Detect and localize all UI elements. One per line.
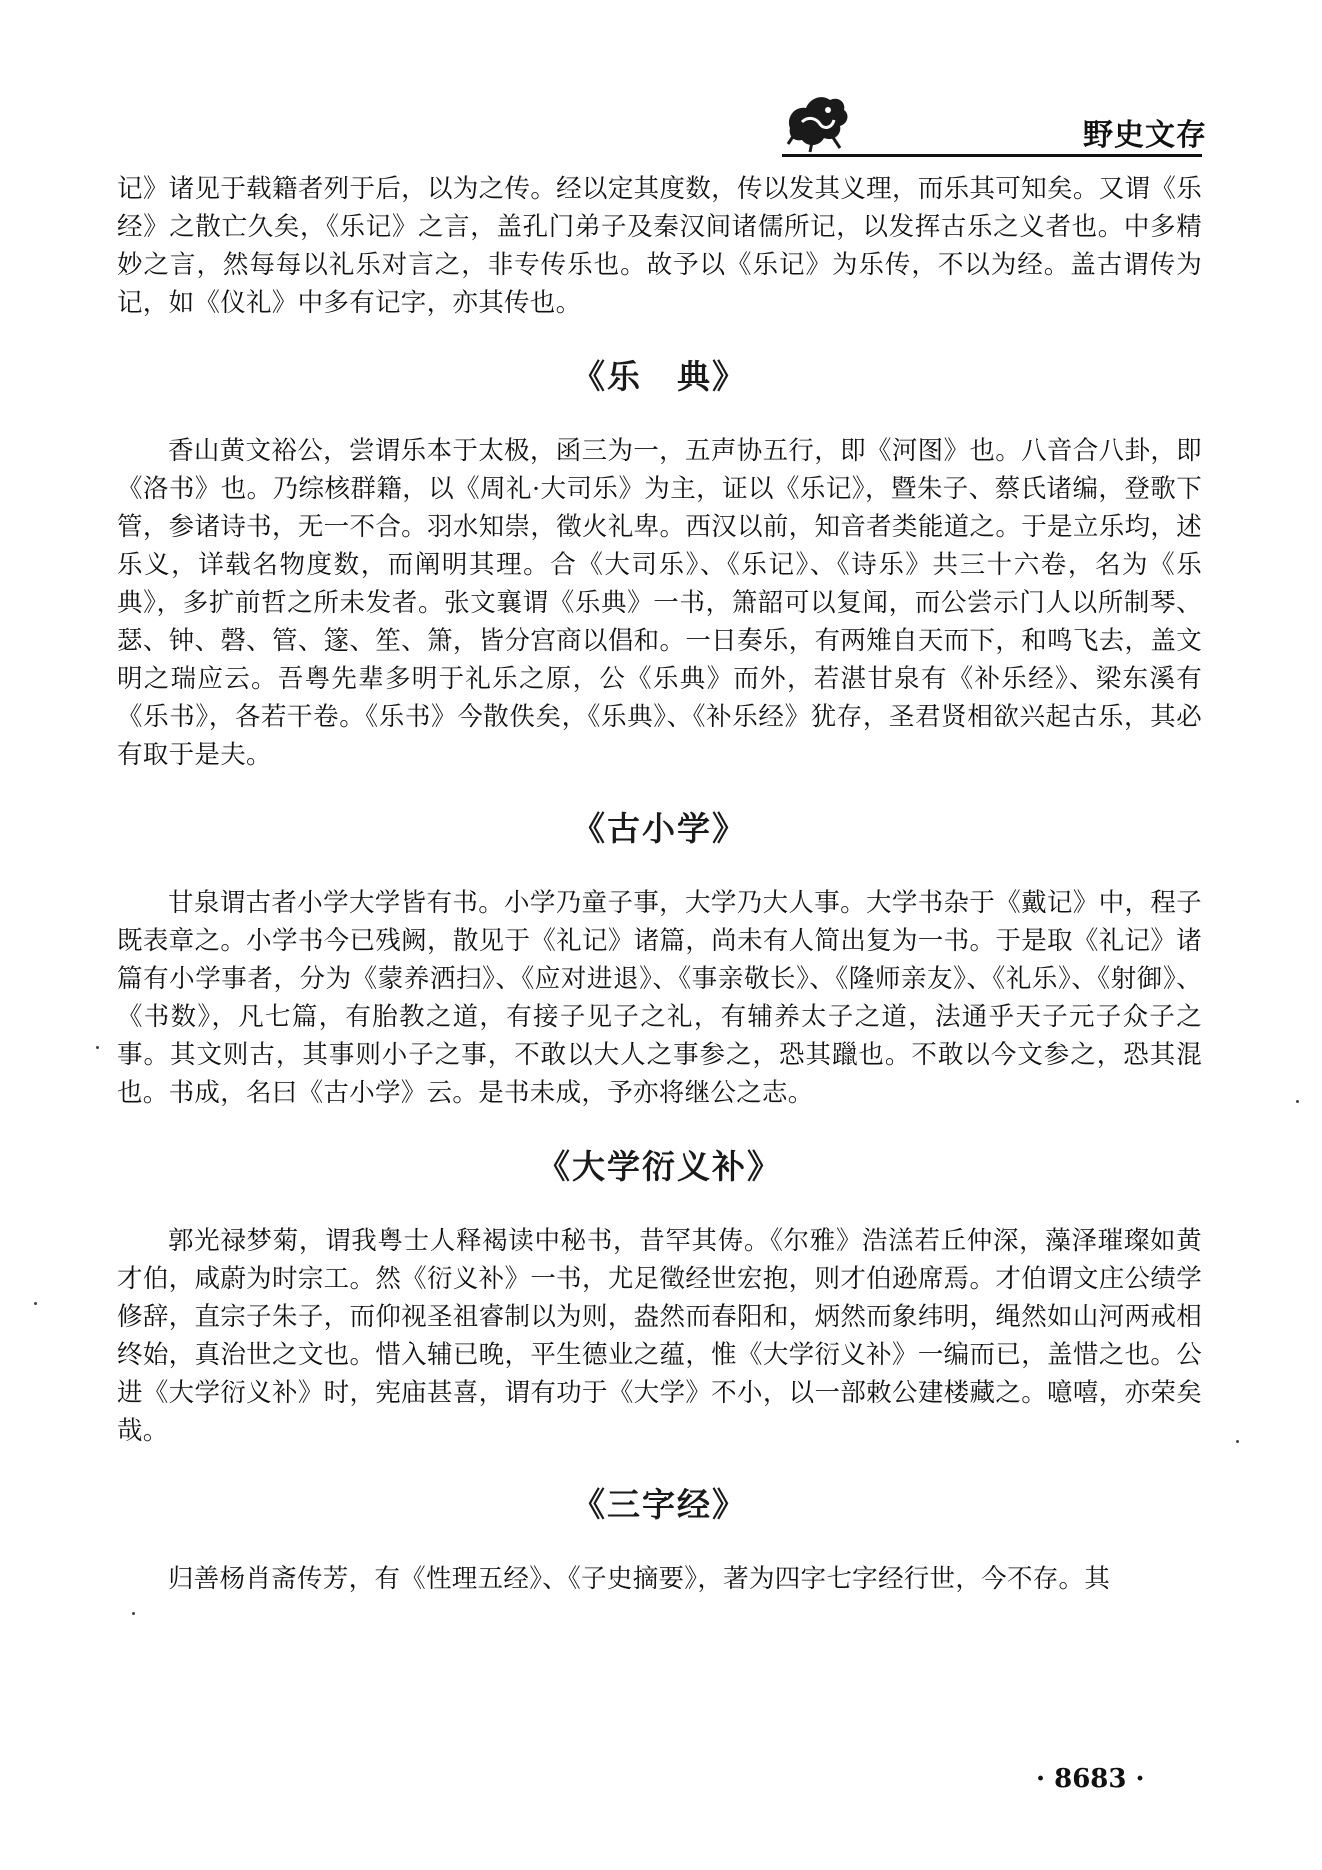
dragon-emblem-icon	[782, 88, 852, 154]
paragraph-guxiaoxue: 甘泉谓古者小学大学皆有书。小学乃童子事，大学乃大人事。大学书杂于《戴记》中，程子既表章之。小学书今已残阙，散见于《礼记》诸篇，尚未有人简出复为一书。于是取《礼记》诸篇有小学事者，分为《蒙养洒扫》、《应对进退》、《事亲敬长》、《隆师亲友》、《礼乐》、《射御》、《书数》，凡七篇，有胎教之道，有接子见子之礼，有辅养太子之道，法通乎天子元子众子之事。其文则古，其事则小子之事，不敢以大人之事参之，恐其躐也。不敢以今文参之，恐其混也。书成，名曰《古小学》云。是书未成，予亦将继公之志。	[117, 888, 1202, 1108]
section-title-yuedian: 《乐 典》	[572, 357, 747, 396]
scan-speck	[1236, 1440, 1239, 1443]
scan-speck	[1296, 1100, 1299, 1103]
section-title-guxiaoxue: 《古小学》	[572, 809, 747, 848]
section-title-daxue-yanyi-bu: 《大学衍义补》	[537, 1147, 782, 1186]
scan-speck	[132, 1612, 135, 1615]
page-header	[0, 0, 1322, 165]
paragraph-continued: 记》诸见于载籍者列于后，以为之传。经以定其度数，传以发其义理，而乐其可知矣。又谓《乐经》之散亡久矣，《乐记》之言，盖孔门弟子及秦汉间诸儒所记，以发挥古乐之义者也。中多精妙之言，然每每以礼乐对言之，非专传乐也。故予以《乐记》为乐传，不以为经。盖古谓传为记，如《仪礼》中多有记字，亦其传也。	[117, 174, 1202, 318]
paragraph-yuedian: 香山黄文裕公，尝谓乐本于太极，函三为一，五声协五行，即《河图》也。八音合八卦，即《洛书》也。乃综核群籍，以《周礼·大司乐》为主，证以《乐记》，暨朱子、蔡氏诸编，登歌下管，参诸诗书，无一不合。羽水知崇，徵火礼卑。西汉以前，知音者类能道之。于是立乐均，述乐义，详载名物度数，而阐明其理。合《大司乐》、《乐记》、《诗乐》共三十六卷，名为《乐典》，多扩前哲之所未发者。张文襄谓《乐典》一书，箫韶可以复闻，而公尝示门人以所制琴、瑟、钟、磬、管、篴、笙、箫，皆分宫商以倡和。一日奏乐，有两雉自天而下，和鸣飞去，盖文明之瑞应云。吾粤先辈多明于礼乐之原，公《乐典》而外，若湛甘泉有《补乐经》、梁东溪有《乐书》，各若干卷。《乐书》今散佚矣，《乐典》、《补乐经》犹存，圣君贤相欲兴起古乐，其必有取于是夫。	[117, 436, 1202, 770]
page-number: · 8683 ·	[1036, 1764, 1145, 1794]
paragraph-sanzijing: 归善杨肖斋传芳，有《性理五经》、《子史摘要》，著为四字七字经行世，今不存。其	[168, 1564, 1111, 1594]
paragraph-daxue-yanyi-bu: 郭光禄梦菊，谓我粤士人释褐读中秘书，昔罕其俦。《尔雅》浩溔若丘仲深，藻泽璀璨如黄才伯，咸蔚为时宗工。然《衍义补》一书，尤足徵经世宏抱，则才伯逊席焉。才伯谓文庄公绩学修辞，直宗子朱子，而仰视圣祖睿制以为则，盎然而春阳和，炳然而象纬明，绳然如山河两戒相终始，真治世之文也。惜入辅已晚，平生德业之蕴，惟《大学衍义补》一编而已，盖惜之也。公进《大学衍义补》时，宪庙甚喜，谓有功于《大学》不小，以一部敕公建楼藏之。噫嘻，亦荣矣哉。	[117, 1226, 1202, 1446]
header-rule	[782, 154, 1202, 157]
scan-speck	[96, 1046, 99, 1049]
page-body	[117, 170, 1202, 1598]
section-title-sanzijing: 《三字经》	[572, 1485, 747, 1524]
running-header-title: 野史文存	[1083, 118, 1207, 153]
scan-speck	[34, 1302, 37, 1305]
